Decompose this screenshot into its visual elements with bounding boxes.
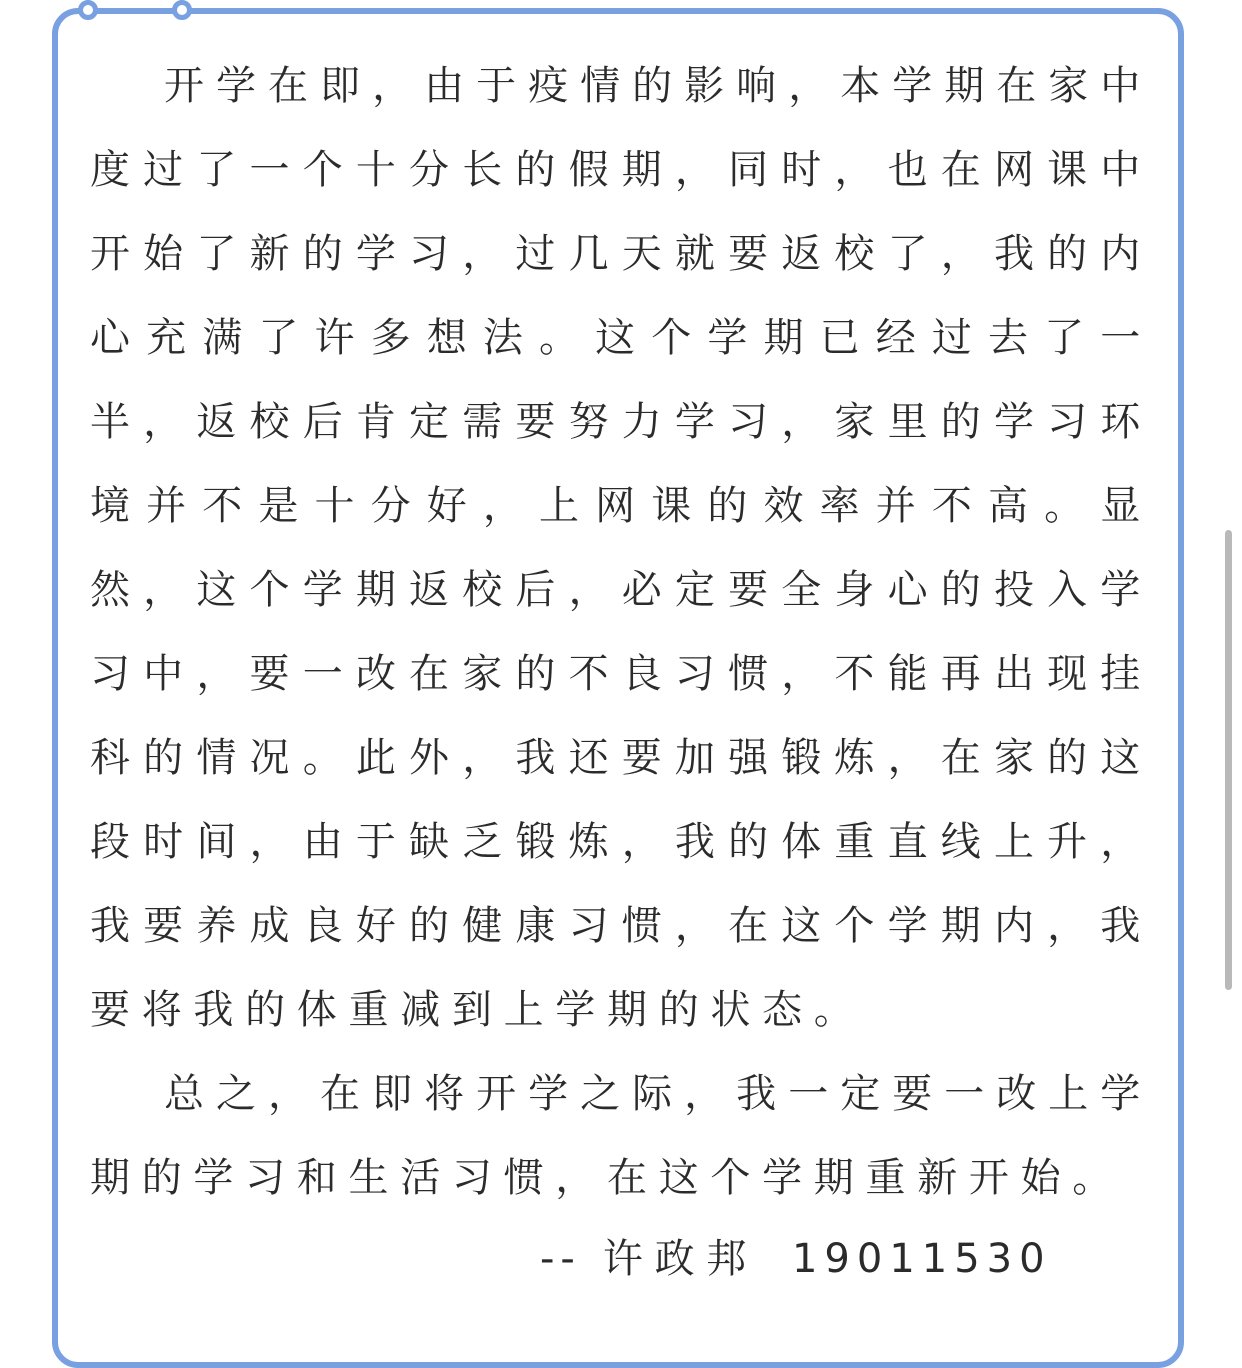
paragraph-2: 总之，在即将开学之际，我一定要一改上学期的学习和生活习惯，在这个学期重新开始。: [90, 1071, 1152, 1201]
frame-ornament-dot-left: [78, 0, 98, 20]
signature-name: 许政邦: [602, 1236, 758, 1282]
paragraph-1: 开学在即，由于疫情的影响，本学期在家中度过了一个十分长的假期，同时，也在网课中开始了新的学习，过几天就要返校了，我的内心充满了许多想法。这个学期已经过去了一半，返校后肯定需要努力学习，家里的学习环境并不是十分好，上网课的效率并不高。显然，这个学期返校后，必定要全身心的投入学习中，要一改在家的不良习惯，不能再出现挂科的情况。此外，我还要加强锻炼，在家的这段时间，由于缺乏锻炼，我的体重直线上升，我要养成良好的健康习惯，在这个学期内，我要将我的体重减到上学期的状态。: [90, 63, 1152, 1033]
article-body: [90, 44, 1152, 1220]
signature: [540, 1217, 1140, 1301]
vertical-scrollbar[interactable]: [1225, 530, 1232, 990]
signature-dash: --: [540, 1236, 581, 1282]
signature-student-id: 19011530: [791, 1236, 1052, 1282]
frame-ornament-dot-right: [172, 0, 192, 20]
